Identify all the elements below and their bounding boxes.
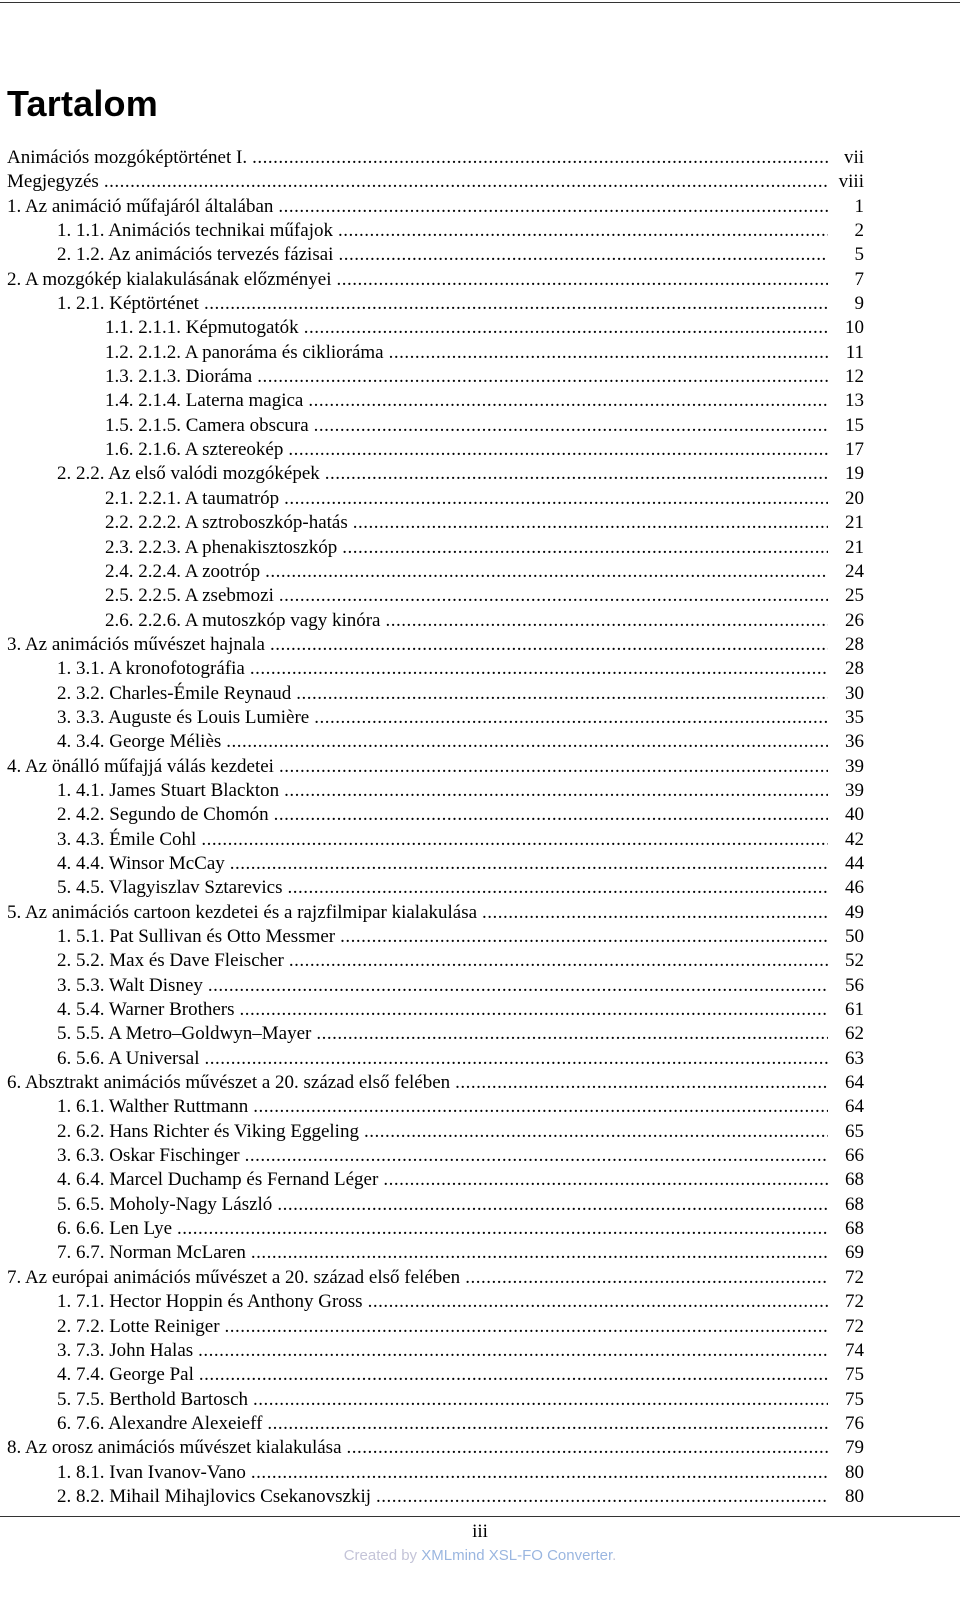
- toc-dot-leader: [251, 1461, 828, 1485]
- toc-entry-label[interactable]: 2.2. 2.2.2. A sztroboszkóp-hatás: [105, 512, 348, 534]
- toc-dot-leader: [284, 487, 828, 511]
- toc-entry-label[interactable]: 1.3. 2.1.3. Dioráma: [105, 366, 253, 388]
- toc-entry[interactable]: [7, 852, 864, 876]
- converter-credit: [0, 1546, 960, 1566]
- toc-entry-page[interactable]: 1: [854, 195, 864, 217]
- toc-entry-label[interactable]: 7. Az európai animációs művészet a 20. század első felében: [7, 1266, 461, 1288]
- toc-entry-label[interactable]: 5. 4.5. Vlagyiszlav Sztarevics: [57, 877, 283, 899]
- toc-entry-page[interactable]: 30: [845, 682, 864, 704]
- toc-entry-page[interactable]: 74: [845, 1339, 864, 1361]
- toc-entry-label[interactable]: 4. 4.4. Winsor McCay: [57, 852, 225, 874]
- toc-entry-page[interactable]: 35: [845, 706, 864, 728]
- toc-dot-leader: [204, 292, 828, 316]
- toc-entry-page[interactable]: 36: [845, 731, 864, 753]
- toc-entry-label[interactable]: 1. Az animáció műfajáról általában: [7, 195, 274, 217]
- toc-dot-leader: [279, 584, 828, 608]
- toc-entry[interactable]: [7, 195, 864, 219]
- toc-entry-label[interactable]: 8. Az orosz animációs művészet kialakulása: [7, 1437, 342, 1459]
- toc-dot-leader: [482, 901, 828, 925]
- toc-entry-label[interactable]: 3. 4.3. Émile Cohl: [57, 828, 197, 850]
- toc-entry-label[interactable]: 6. 6.6. Len Lye: [57, 1218, 173, 1240]
- toc-dot-leader: [265, 560, 828, 584]
- toc-entry[interactable]: [7, 1290, 864, 1314]
- table-of-contents: [7, 146, 864, 1509]
- page-number: iii: [472, 1521, 488, 1542]
- toc-entry-page[interactable]: 75: [845, 1364, 864, 1386]
- toc-entry[interactable]: [7, 657, 864, 681]
- toc-entry[interactable]: [7, 268, 864, 292]
- toc-entry-page[interactable]: 68: [845, 1169, 864, 1191]
- toc-entry-page[interactable]: 68: [845, 1193, 864, 1215]
- toc-entry-label[interactable]: 1. 6.1. Walther Ruttmann: [57, 1096, 249, 1118]
- toc-entry-label[interactable]: 1.6. 2.1.6. A sztereokép: [105, 439, 284, 461]
- toc-entry-page[interactable]: 25: [845, 585, 864, 607]
- toc-entry-page[interactable]: 42: [845, 828, 864, 850]
- toc-entry[interactable]: [7, 341, 864, 365]
- toc-dot-leader: [338, 243, 828, 267]
- toc-entry-page[interactable]: 28: [845, 658, 864, 680]
- toc-entry[interactable]: [7, 706, 864, 730]
- toc-dot-leader: [208, 974, 828, 998]
- toc-entry[interactable]: [7, 1241, 864, 1265]
- toc-entry-page[interactable]: 72: [845, 1266, 864, 1288]
- toc-entry[interactable]: [7, 1120, 864, 1144]
- toc-dot-leader: [383, 1168, 828, 1192]
- toc-entry-page[interactable]: 19: [845, 463, 864, 485]
- toc-entry-label[interactable]: 3. 3.3. Auguste és Louis Lumière: [57, 706, 310, 728]
- toc-entry-page[interactable]: 63: [845, 1047, 864, 1069]
- toc-entry[interactable]: [7, 1315, 864, 1339]
- toc-dot-leader: [250, 657, 828, 681]
- toc-entry-label[interactable]: 2. 3.2. Charles-Émile Reynaud: [57, 682, 292, 704]
- toc-entry[interactable]: [7, 292, 864, 316]
- toc-dot-leader: [314, 706, 828, 730]
- toc-dot-leader: [201, 828, 828, 852]
- toc-entry-page[interactable]: 12: [845, 366, 864, 388]
- toc-entry-label[interactable]: 2. 6.2. Hans Richter és Viking Eggeling: [57, 1120, 359, 1142]
- toc-entry[interactable]: [7, 511, 864, 535]
- toc-entry-page[interactable]: 46: [845, 877, 864, 899]
- toc-entry-label[interactable]: 4. 7.4. George Pal: [57, 1364, 194, 1386]
- toc-entry-page[interactable]: vii: [843, 147, 864, 168]
- toc-entry-label[interactable]: 1.5. 2.1.5. Camera obscura: [105, 414, 309, 436]
- toc-entry[interactable]: [7, 609, 864, 633]
- toc-entry[interactable]: [7, 536, 864, 560]
- toc-dot-leader: [325, 462, 828, 486]
- toc-entry[interactable]: [7, 219, 864, 243]
- toc-entry[interactable]: [7, 560, 864, 584]
- toc-entry-label[interactable]: 2. 4.2. Segundo de Chomón: [57, 804, 269, 826]
- toc-dot-leader: [226, 730, 828, 754]
- toc-entry-label[interactable]: 7. 6.7. Norman McLaren: [57, 1242, 246, 1264]
- toc-dot-leader: [376, 1485, 828, 1509]
- toc-entry-label[interactable]: 1. 4.1. James Stuart Blackton: [57, 779, 280, 801]
- toc-entry-page[interactable]: 28: [845, 633, 864, 655]
- toc-entry-label[interactable]: 5. 6.5. Moholy-Nagy László: [57, 1193, 273, 1215]
- toc-entry-label[interactable]: 2. A mozgókép kialakulásának előzményei: [7, 268, 332, 290]
- toc-entry-page[interactable]: 65: [845, 1120, 864, 1142]
- toc-dot-leader: [252, 146, 828, 170]
- toc-dot-leader: [389, 341, 828, 365]
- toc-entry-label[interactable]: 2. 1.2. Az animációs tervezés fázisai: [57, 244, 334, 266]
- toc-dot-leader: [340, 925, 828, 949]
- toc-entry-label[interactable]: Animációs mozgóképtörténet I.: [7, 147, 248, 168]
- toc-entry[interactable]: [7, 974, 864, 998]
- credit-brand-link[interactable]: XMLmind XSL-FO Converter: [421, 1547, 613, 1564]
- toc-entry-page[interactable]: viii: [838, 171, 864, 193]
- toc-entry[interactable]: [7, 1047, 864, 1071]
- toc-entry-label[interactable]: 1.1. 2.1.1. Képmutogatók: [105, 317, 299, 339]
- toc-entry-page[interactable]: 21: [845, 536, 864, 558]
- toc-entry[interactable]: [7, 925, 864, 949]
- toc-dot-leader: [465, 1266, 828, 1290]
- toc-entry-label[interactable]: 6. 5.6. A Universal: [57, 1047, 200, 1069]
- toc-dot-leader: [353, 511, 828, 535]
- toc-entry-page[interactable]: 15: [845, 414, 864, 436]
- toc-entry[interactable]: [7, 1436, 864, 1460]
- toc-dot-leader: [368, 1290, 828, 1314]
- toc-entry-label[interactable]: 3. 7.3. John Halas: [57, 1339, 194, 1361]
- toc-entry-page[interactable]: 24: [845, 560, 864, 582]
- toc-dot-leader: [199, 1363, 828, 1387]
- toc-dot-leader: [308, 389, 828, 413]
- toc-entry-page[interactable]: 61: [845, 999, 864, 1021]
- toc-entry[interactable]: [7, 949, 864, 973]
- toc-dot-leader: [253, 1095, 828, 1119]
- toc-dot-leader: [104, 170, 828, 194]
- toc-entry[interactable]: [7, 1193, 864, 1217]
- toc-dot-leader: [342, 536, 828, 560]
- toc-dot-leader: [270, 633, 828, 657]
- toc-entry-page[interactable]: 80: [845, 1461, 864, 1483]
- toc-entry[interactable]: [7, 414, 864, 438]
- toc-entry[interactable]: [7, 389, 864, 413]
- toc-entry-page[interactable]: 80: [845, 1485, 864, 1507]
- toc-dot-leader: [288, 438, 828, 462]
- toc-entry-label[interactable]: 2.1. 2.2.1. A taumatróp: [105, 487, 280, 509]
- toc-dot-leader: [455, 1071, 828, 1095]
- toc-entry[interactable]: [7, 487, 864, 511]
- toc-entry[interactable]: [7, 1412, 864, 1436]
- toc-entry[interactable]: [7, 1388, 864, 1412]
- toc-entry-page[interactable]: 72: [845, 1315, 864, 1337]
- toc-entry-page[interactable]: 2: [854, 220, 864, 242]
- toc-entry[interactable]: [7, 779, 864, 803]
- toc-entry[interactable]: [7, 682, 864, 706]
- toc-entry-page[interactable]: 11: [845, 341, 864, 363]
- toc-dot-leader: [364, 1120, 828, 1144]
- toc-entry[interactable]: [7, 1144, 864, 1168]
- toc-entry-page[interactable]: 64: [845, 1096, 864, 1118]
- toc-entry-page[interactable]: 26: [845, 609, 864, 631]
- toc-entry[interactable]: [7, 998, 864, 1022]
- toc-entry-label[interactable]: 1. 2.1. Képtörténet: [57, 293, 199, 315]
- credit-suffix: .: [612, 1547, 617, 1564]
- toc-entry-label[interactable]: 1. 8.1. Ivan Ivanov-Vano: [57, 1461, 246, 1483]
- toc-entry-label[interactable]: 5. Az animációs cartoon kezdetei és a rajzfilmipar kialakulása: [7, 901, 478, 923]
- toc-entry[interactable]: [7, 633, 864, 657]
- toc-entry[interactable]: [7, 316, 864, 340]
- toc-dot-leader: [316, 1022, 828, 1046]
- toc-dot-leader: [347, 1436, 828, 1460]
- toc-entry-page[interactable]: 68: [845, 1218, 864, 1240]
- toc-entry-page[interactable]: 64: [845, 1072, 864, 1094]
- toc-entry-label[interactable]: 1.2. 2.1.2. A panoráma és ciklioráma: [105, 341, 384, 363]
- toc-entry-page[interactable]: 20: [845, 487, 864, 509]
- toc-entry-page[interactable]: 62: [845, 1023, 864, 1045]
- toc-dot-leader: [278, 195, 828, 219]
- toc-entry-label[interactable]: 3. 5.3. Walt Disney: [57, 974, 203, 996]
- toc-entry-page[interactable]: 9: [854, 293, 864, 315]
- toc-entry-page[interactable]: 49: [845, 901, 864, 923]
- toc-dot-leader: [289, 949, 828, 973]
- toc-entry-label[interactable]: 2.6. 2.2.6. A mutoszkóp vagy kinóra: [105, 609, 381, 631]
- toc-entry[interactable]: [7, 901, 864, 925]
- toc-dot-leader: [251, 1241, 828, 1265]
- toc-entry-label[interactable]: 3. Az animációs művészet hajnala: [7, 633, 265, 655]
- footer-rule: [0, 1516, 960, 1517]
- toc-entry-label[interactable]: 4. 6.4. Marcel Duchamp és Fernand Léger: [57, 1169, 379, 1191]
- toc-entry-page[interactable]: 7: [854, 268, 864, 290]
- toc-entry[interactable]: [7, 828, 864, 852]
- toc-dot-leader: [198, 1339, 828, 1363]
- toc-entry-label[interactable]: 2. 2.2. Az első valódi mozgóképek: [57, 463, 320, 485]
- toc-entry-page[interactable]: 69: [845, 1242, 864, 1264]
- toc-entry-label[interactable]: 2.4. 2.2.4. A zootróp: [105, 560, 261, 582]
- toc-dot-leader: [245, 1144, 828, 1168]
- toc-entry-label[interactable]: 1. 7.1. Hector Hoppin és Anthony Gross: [57, 1291, 363, 1313]
- toc-entry-label[interactable]: 5. 7.5. Berthold Bartosch: [57, 1388, 249, 1410]
- toc-dot-leader: [274, 803, 828, 827]
- toc-entry[interactable]: [7, 1168, 864, 1192]
- toc-entry-label[interactable]: Megjegyzés: [7, 171, 99, 193]
- toc-entry[interactable]: [7, 1485, 864, 1509]
- toc-entry-page[interactable]: 76: [845, 1412, 864, 1434]
- toc-dot-leader: [177, 1217, 828, 1241]
- toc-entry-label[interactable]: 3. 6.3. Oskar Fischinger: [57, 1145, 240, 1167]
- toc-entry-page[interactable]: 39: [845, 755, 864, 777]
- header-rule: [0, 2, 960, 3]
- toc-entry-page[interactable]: 13: [845, 390, 864, 412]
- toc-entry-label[interactable]: 2. 7.2. Lotte Reiniger: [57, 1315, 220, 1337]
- toc-dot-leader: [257, 365, 828, 389]
- toc-dot-leader: [230, 852, 828, 876]
- toc-entry-label[interactable]: 6. Absztrakt animációs művészet a 20. század első felében: [7, 1072, 451, 1094]
- toc-entry-page[interactable]: 10: [845, 317, 864, 339]
- toc-entry-label[interactable]: 2.5. 2.2.5. A zsebmozi: [105, 585, 274, 607]
- toc-entry-label[interactable]: 1. 1.1. Animációs technikai műfajok: [57, 220, 333, 242]
- toc-entry-page[interactable]: 39: [845, 779, 864, 801]
- toc-entry-page[interactable]: 66: [845, 1145, 864, 1167]
- toc-entry[interactable]: [7, 803, 864, 827]
- toc-entry-page[interactable]: 40: [845, 804, 864, 826]
- toc-entry-label[interactable]: 6. 7.6. Alexandre Alexeieff: [57, 1412, 263, 1434]
- toc-entry-label[interactable]: 2. 8.2. Mihail Mihajlovics Csekanovszkij: [57, 1485, 372, 1507]
- toc-entry-label[interactable]: 2. 5.2. Max és Dave Fleischer: [57, 950, 284, 972]
- toc-entry-label[interactable]: 4. Az önálló műfajjá válás kezdetei: [7, 755, 274, 777]
- toc-dot-leader: [267, 1412, 828, 1436]
- toc-entry[interactable]: [7, 876, 864, 900]
- toc-dot-leader: [336, 268, 828, 292]
- toc-entry[interactable]: [7, 1071, 864, 1095]
- credit-prefix: Created by: [343, 1547, 422, 1564]
- toc-entry[interactable]: [7, 438, 864, 462]
- toc-entry[interactable]: [7, 730, 864, 754]
- toc-entry-page[interactable]: 56: [845, 974, 864, 996]
- toc-entry-label[interactable]: 4. 5.4. Warner Brothers: [57, 999, 235, 1021]
- toc-entry-page[interactable]: 21: [845, 512, 864, 534]
- toc-entry[interactable]: [7, 1095, 864, 1119]
- toc-entry[interactable]: [7, 170, 864, 194]
- toc-dot-leader: [277, 1193, 828, 1217]
- toc-entry[interactable]: [7, 1461, 864, 1485]
- toc-entry-page[interactable]: 75: [845, 1388, 864, 1410]
- toc-dot-leader: [338, 219, 828, 243]
- toc-entry[interactable]: [7, 1339, 864, 1363]
- toc-entry-label[interactable]: 4. 3.4. George Méliès: [57, 731, 222, 753]
- toc-entry-page[interactable]: 52: [845, 950, 864, 972]
- toc-entry-label[interactable]: 5. 5.5. A Metro–Goldwyn–Mayer: [57, 1023, 312, 1045]
- toc-dot-leader: [240, 998, 828, 1022]
- toc-dot-leader: [314, 414, 828, 438]
- toc-entry[interactable]: [7, 1217, 864, 1241]
- toc-dot-leader: [385, 609, 828, 633]
- toc-entry-label[interactable]: 1. 3.1. A kronofotográfia: [57, 658, 245, 680]
- toc-entry[interactable]: [7, 755, 864, 779]
- toc-dot-leader: [205, 1047, 829, 1071]
- toc-entry-page[interactable]: 50: [845, 926, 864, 947]
- toc-entry[interactable]: [7, 584, 864, 608]
- toc-entry-page[interactable]: 17: [845, 439, 864, 461]
- toc-entry[interactable]: [7, 243, 864, 267]
- toc-dot-leader: [225, 1315, 828, 1339]
- toc-entry[interactable]: [7, 462, 864, 486]
- toc-dot-leader: [279, 755, 828, 779]
- toc-entry-label[interactable]: 2.3. 2.2.3. A phenakisztoszkóp: [105, 536, 338, 558]
- toc-dot-leader: [304, 316, 828, 340]
- toc-entry[interactable]: [7, 1022, 864, 1046]
- toc-dot-leader: [253, 1388, 828, 1412]
- toc-entry[interactable]: [7, 1266, 864, 1290]
- page-title: Tartalom: [7, 83, 158, 124]
- toc-entry-label[interactable]: 1.4. 2.1.4. Laterna magica: [105, 390, 304, 412]
- toc-entry[interactable]: [7, 365, 864, 389]
- toc-entry[interactable]: [7, 146, 864, 170]
- toc-dot-leader: [288, 876, 829, 900]
- toc-entry-page[interactable]: 79: [845, 1437, 864, 1459]
- toc-entry-page[interactable]: 72: [845, 1291, 864, 1313]
- toc-entry-label[interactable]: 1. 5.1. Pat Sullivan és Otto Messmer: [57, 926, 336, 947]
- toc-entry-page[interactable]: 44: [845, 852, 864, 874]
- toc-dot-leader: [296, 682, 828, 706]
- toc-entry[interactable]: [7, 1363, 864, 1387]
- toc-entry-page[interactable]: 5: [854, 244, 864, 266]
- toc-dot-leader: [284, 779, 828, 803]
